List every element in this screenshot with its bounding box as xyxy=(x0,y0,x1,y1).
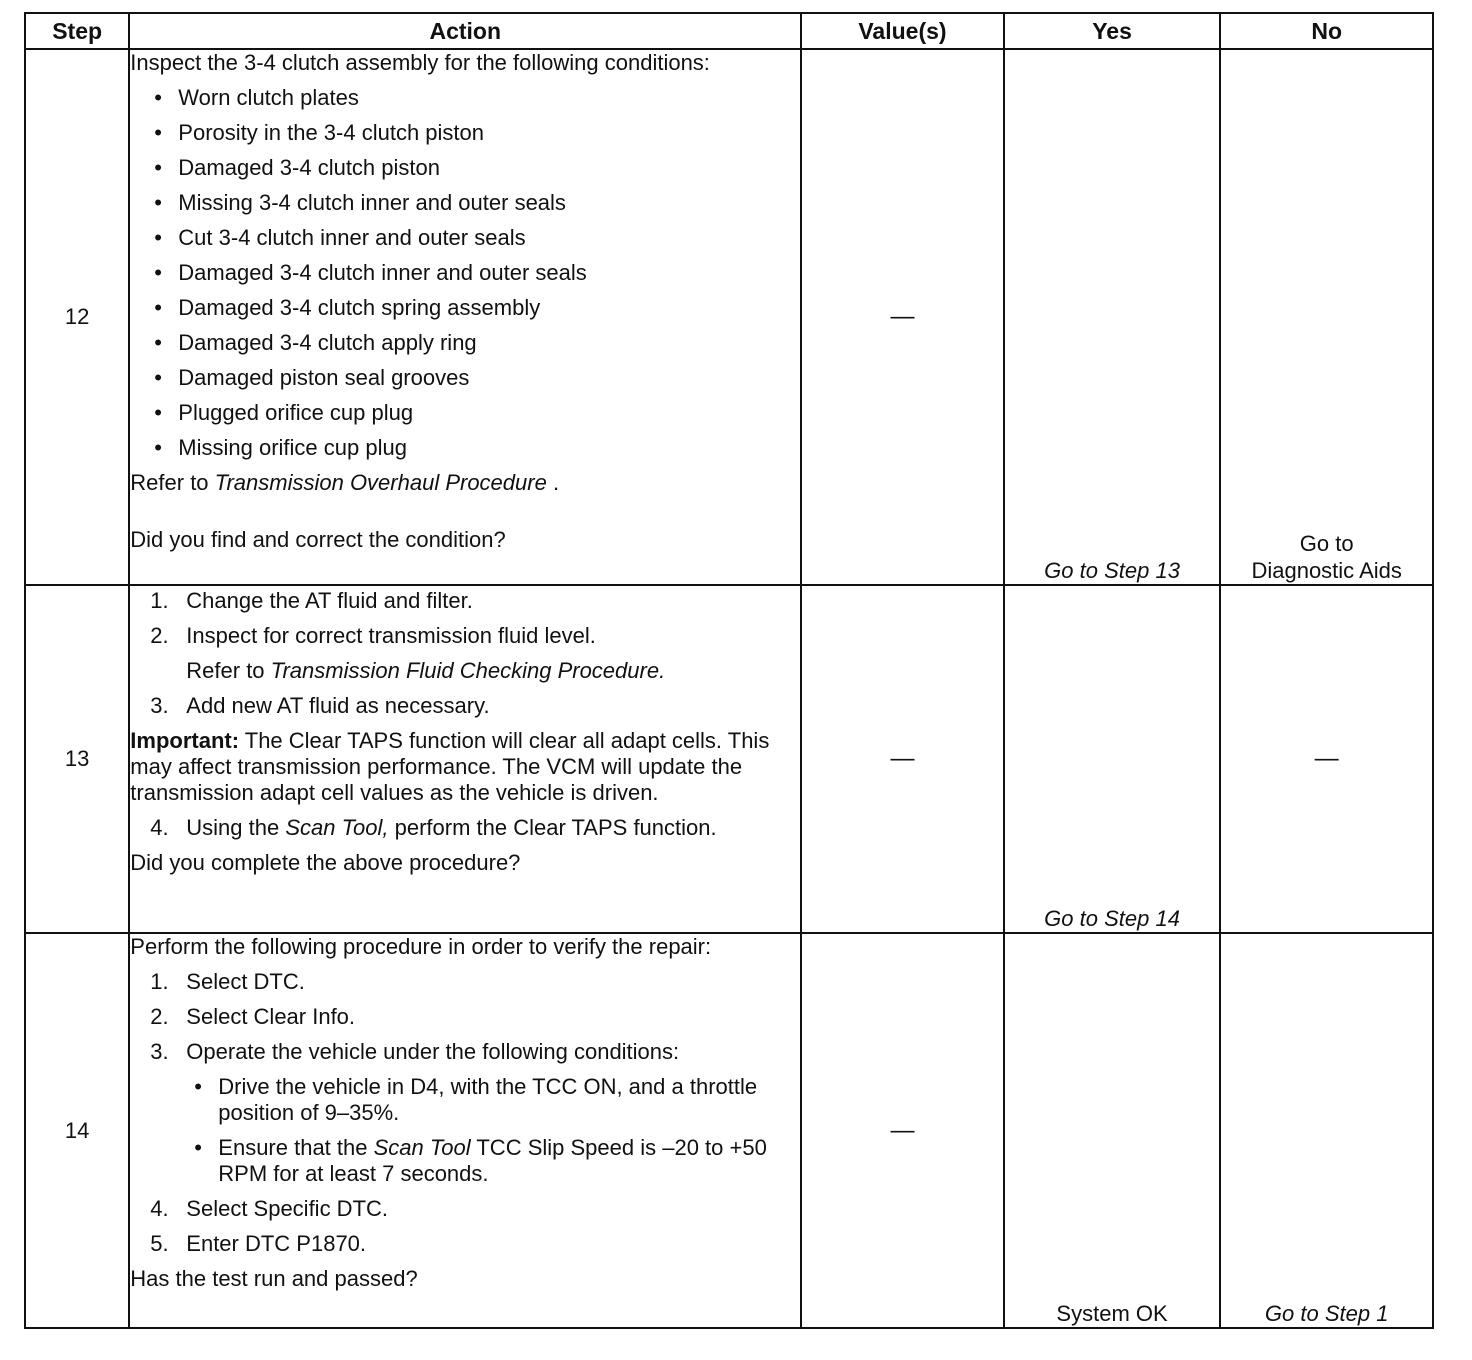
bullet-item: • Plugged orifice cup plug xyxy=(154,400,414,425)
action-intro: Perform the following procedure in order to verify the repair: xyxy=(130,934,712,959)
bullet-icon: • xyxy=(154,295,162,320)
numbered-item: 3. Add new AT fluid as necessary. xyxy=(150,693,490,718)
action-question: Has the test run and passed? xyxy=(130,1266,418,1291)
values-cell: — xyxy=(801,933,1004,1328)
numbered-item: 2. Inspect for correct transmission fluid level. xyxy=(150,623,596,648)
header-row xyxy=(25,13,1433,49)
table-row-step-14 xyxy=(25,933,1433,1328)
bullet-item: • Damaged piston seal grooves xyxy=(154,365,470,390)
step-number: 14 xyxy=(25,933,129,1328)
bullet-icon: • xyxy=(154,85,162,110)
numbered-item: 5. Enter DTC P1870. xyxy=(150,1231,367,1256)
header-no: No xyxy=(1220,13,1433,49)
header-values: Value(s) xyxy=(801,13,1004,49)
numbered-item: 1. Change the AT fluid and filter. xyxy=(150,588,473,613)
header-action: Action xyxy=(129,13,801,49)
action-question: Did you find and correct the condition? xyxy=(130,527,506,552)
action-cell xyxy=(129,585,801,933)
bullet-item: • Damaged 3-4 clutch piston xyxy=(154,155,440,180)
yes-cell: Go to Step 13 xyxy=(1004,49,1221,585)
important-note: Important: The Clear TAPS function will clear all adapt cells. This may affect transmission performance. The VCM will update the transmission adapt cell values as the vehicle is driven. xyxy=(130,728,770,805)
header-yes: Yes xyxy=(1004,13,1221,49)
diagnostic-table xyxy=(24,12,1434,1329)
bullet-item: • Missing orifice cup plug xyxy=(154,435,407,460)
bullet-icon: • xyxy=(154,365,162,390)
numbered-item: 4. Using the Scan Tool, perform the Clear TAPS function. xyxy=(150,815,717,840)
bullet-icon: • xyxy=(154,435,162,460)
bullet-item: • Damaged 3-4 clutch inner and outer seals xyxy=(154,260,587,285)
action-cell xyxy=(129,933,801,1328)
bullet-item: • Porosity in the 3-4 clutch piston xyxy=(154,120,484,145)
no-line-1: Go to xyxy=(1299,531,1354,556)
step-number: 12 xyxy=(25,49,129,585)
no-cell xyxy=(1220,49,1433,585)
header-step: Step xyxy=(25,13,129,49)
bullet-icon: • xyxy=(154,400,162,425)
bullet-icon: • xyxy=(154,120,162,145)
bullet-icon: • xyxy=(194,1135,202,1160)
sub-bullet-item: • Ensure that the Scan Tool TCC Slip Speed is –20 to +50 RPM for at least 7 seconds. xyxy=(194,1135,767,1186)
bullet-item: • Damaged 3-4 clutch spring assembly xyxy=(154,295,541,320)
bullet-icon: • xyxy=(154,225,162,250)
action-intro: Inspect the 3-4 clutch assembly for the following conditions: xyxy=(130,50,710,75)
bullet-item: • Missing 3-4 clutch inner and outer seals xyxy=(154,190,566,215)
no-line-2: Diagnostic Aids xyxy=(1251,558,1402,583)
yes-cell: Go to Step 14 xyxy=(1004,585,1221,933)
yes-cell: System OK xyxy=(1004,933,1221,1328)
numbered-item: 4. Select Specific DTC. xyxy=(150,1196,389,1221)
action-cell xyxy=(129,49,801,585)
bullet-item: • Worn clutch plates xyxy=(154,85,359,110)
no-cell: Go to Step 1 xyxy=(1220,933,1433,1328)
step-number: 13 xyxy=(25,585,129,933)
values-cell: — xyxy=(801,49,1004,585)
action-question: Did you complete the above procedure? xyxy=(130,850,521,875)
refer-line: Refer to Transmission Fluid Checking Procedure. xyxy=(186,658,666,683)
values-cell: — xyxy=(801,585,1004,933)
bullet-item: • Cut 3-4 clutch inner and outer seals xyxy=(154,225,526,250)
bullet-icon: • xyxy=(154,155,162,180)
bullet-icon: • xyxy=(154,330,162,355)
bullet-item: • Damaged 3-4 clutch apply ring xyxy=(154,330,477,355)
bullet-icon: • xyxy=(154,260,162,285)
no-cell: — xyxy=(1220,585,1433,933)
procedure-reference: Transmission Fluid Checking Procedure. xyxy=(270,658,666,683)
bullet-icon: • xyxy=(154,190,162,215)
numbered-item: 3. Operate the vehicle under the following conditions: xyxy=(150,1039,680,1064)
table-row-step-12 xyxy=(25,49,1433,585)
table-row-step-13 xyxy=(25,585,1433,933)
refer-line: Refer to Transmission Overhaul Procedure . xyxy=(130,470,560,495)
numbered-item: 1. Select DTC. xyxy=(150,969,305,994)
procedure-reference: Transmission Overhaul Procedure xyxy=(214,470,547,495)
numbered-item: 2. Select Clear Info. xyxy=(150,1004,356,1029)
bullet-icon: • xyxy=(194,1074,202,1099)
sub-bullet-item: • Drive the vehicle in D4, with the TCC ON, and a throttle position of 9–35%. xyxy=(194,1074,758,1125)
